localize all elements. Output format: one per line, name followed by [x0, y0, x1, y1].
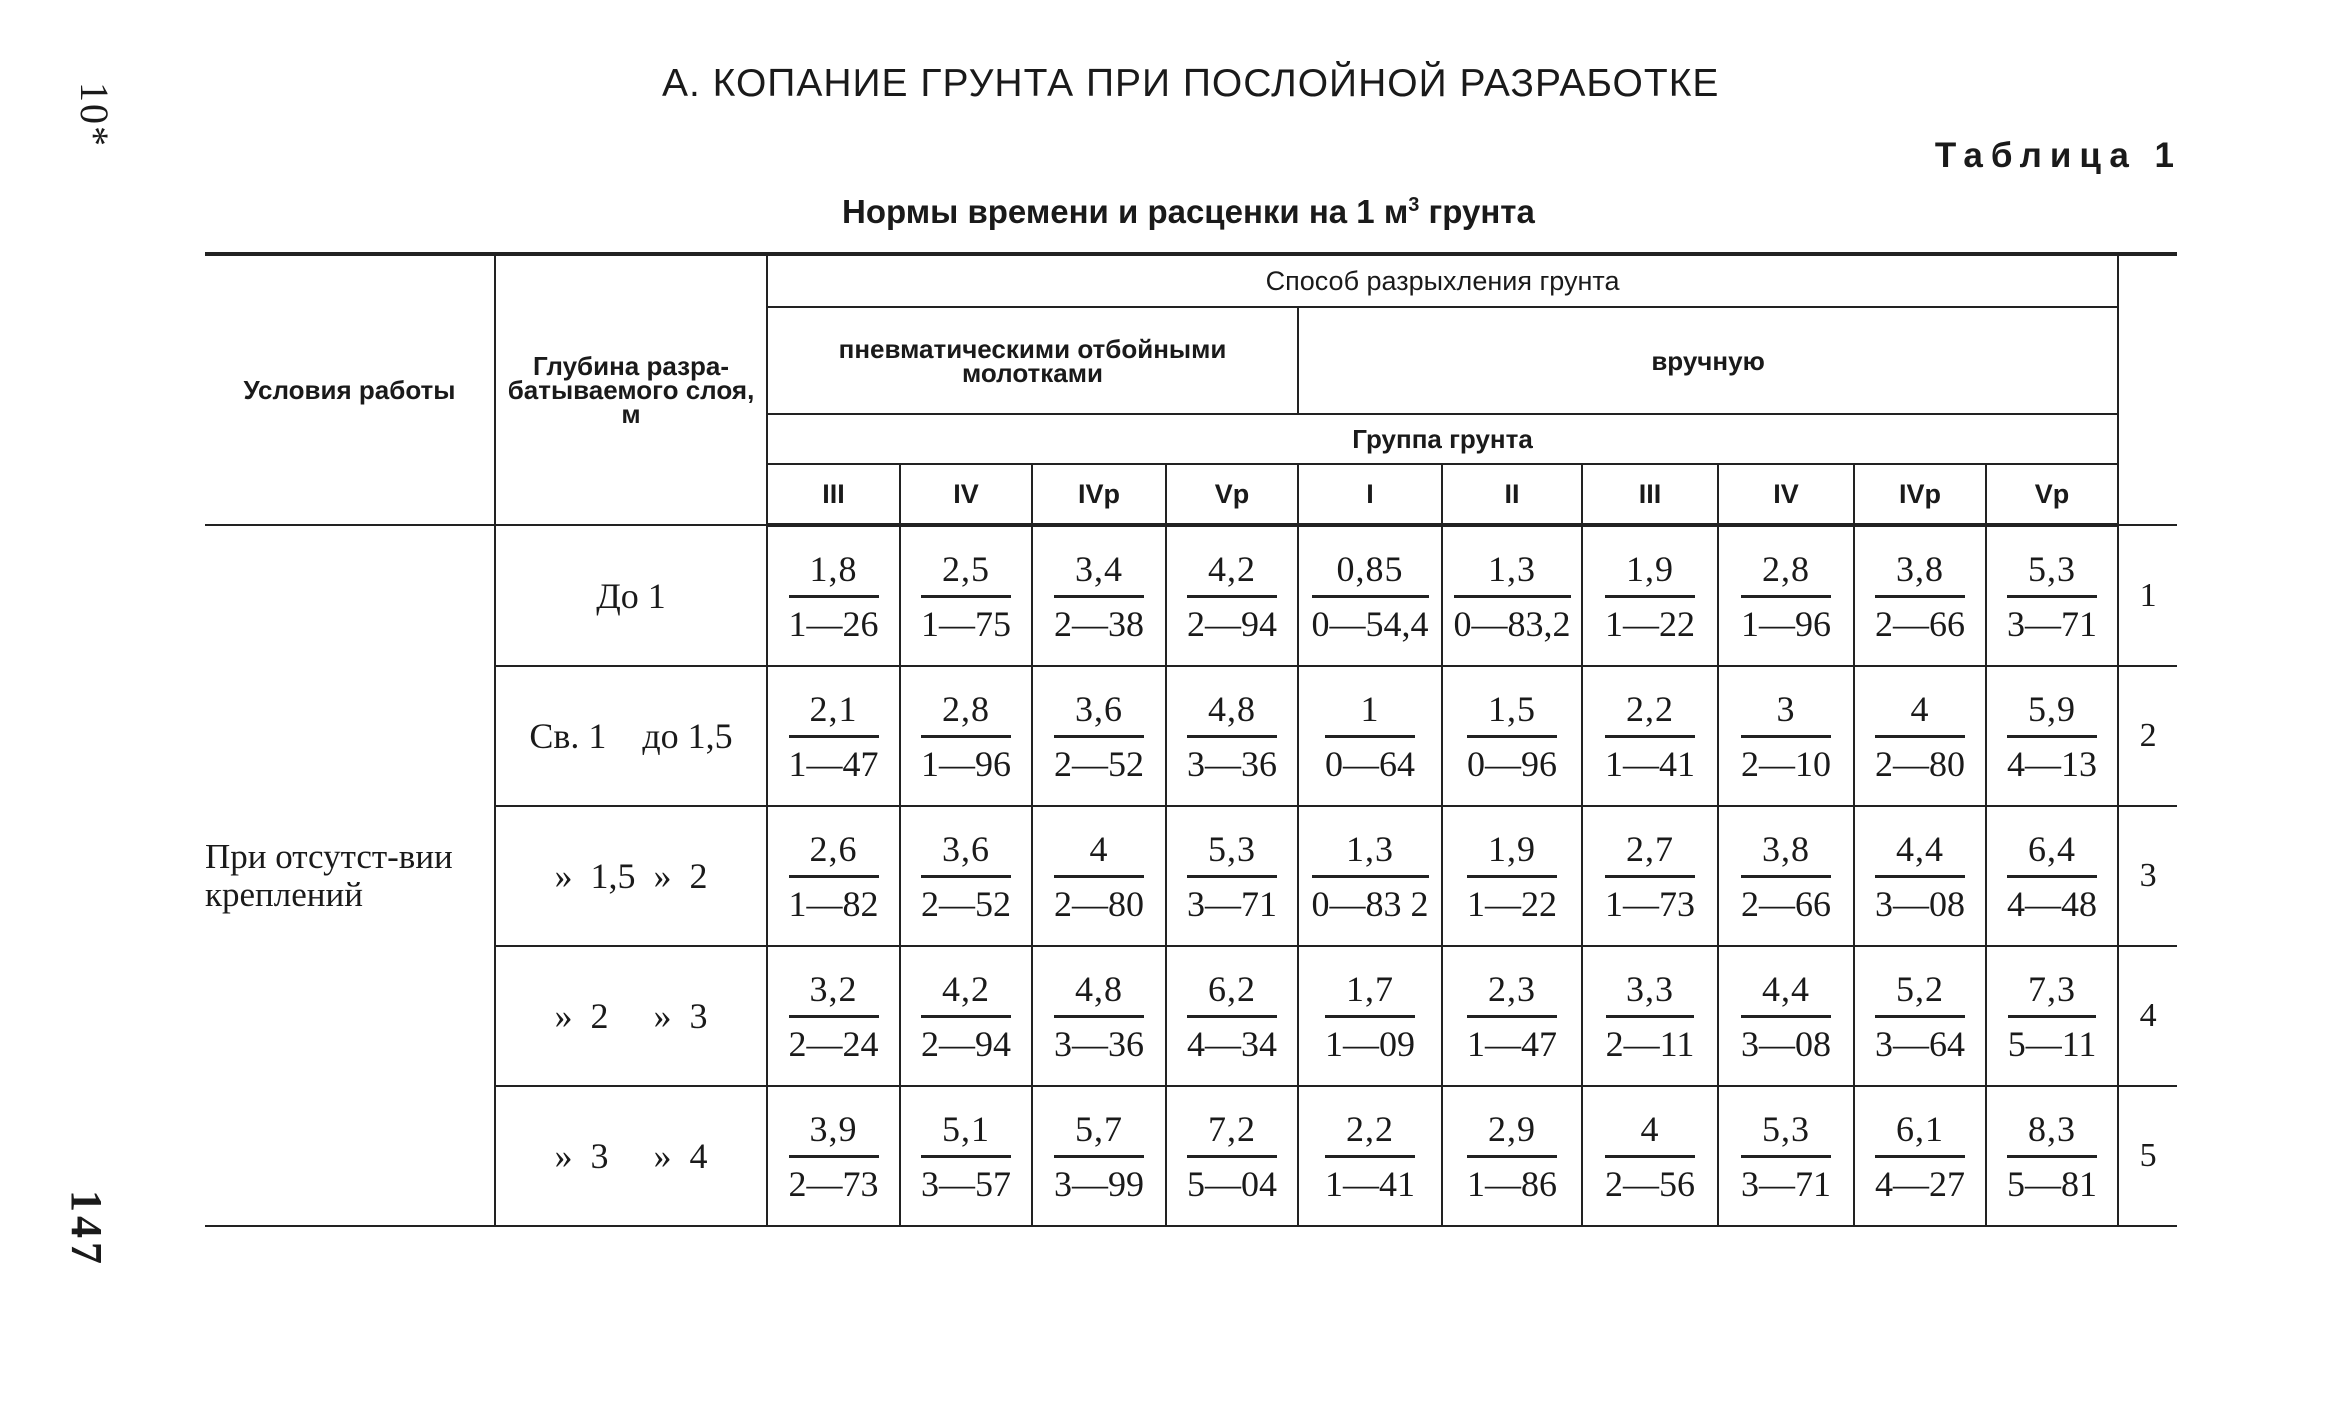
norm-fraction	[1741, 827, 1831, 926]
norm-fraction	[2007, 547, 2097, 646]
norm-cell	[900, 946, 1032, 1086]
norm-cell	[767, 946, 900, 1086]
time-norm: 2,9	[1467, 1107, 1557, 1158]
caption-text: Нормы времени и расценки на 1 м	[842, 193, 1409, 230]
rate-price: 1—26	[788, 603, 879, 644]
norm-fraction	[1875, 967, 1965, 1066]
norm-fraction	[1454, 547, 1571, 646]
norm-cell	[1986, 525, 2118, 666]
time-norm: 5,9	[2007, 687, 2097, 738]
rate-price: 0—54,4	[1311, 603, 1429, 644]
group-header: II	[1442, 464, 1582, 525]
norm-fraction	[1312, 547, 1429, 646]
time-norm: 2,5	[921, 547, 1011, 598]
norm-fraction	[789, 1107, 879, 1206]
norm-cell	[1854, 666, 1986, 806]
time-norm: 7,2	[1187, 1107, 1277, 1158]
norm-fraction	[921, 827, 1011, 926]
norm-fraction	[1325, 967, 1415, 1066]
norm-cell	[1582, 806, 1718, 946]
rate-price: 3—64	[1875, 1023, 1965, 1064]
norm-cell	[1166, 946, 1298, 1086]
rate-price: 1—47	[788, 743, 879, 784]
norm-cell	[1854, 946, 1986, 1086]
rate-price: 3—71	[1741, 1163, 1831, 1204]
margin-page-number: 147	[62, 1190, 111, 1268]
norm-cell	[1442, 946, 1582, 1086]
norm-fraction	[1054, 967, 1144, 1066]
time-norm: 4,4	[1875, 827, 1965, 878]
norm-fraction	[1325, 1107, 1415, 1206]
norm-fraction	[1605, 827, 1695, 926]
norm-cell	[1854, 525, 1986, 666]
time-norm: 3,6	[1054, 687, 1144, 738]
time-norm: 7,3	[2008, 967, 2097, 1018]
time-norm: 1,3	[1454, 547, 1571, 598]
norm-fraction	[1187, 1107, 1277, 1206]
rate-price: 1—09	[1325, 1023, 1415, 1064]
group-header: Vр	[1166, 464, 1298, 525]
norm-fraction	[1467, 1107, 1557, 1206]
norm-fraction	[2007, 1107, 2097, 1206]
norm-cell	[1032, 525, 1166, 666]
rate-price: 3—08	[1875, 883, 1965, 924]
norm-cell	[1718, 1086, 1854, 1226]
norm-fraction	[1054, 687, 1144, 786]
depth-cell: » 1,5 » 2	[495, 806, 767, 946]
norm-cell	[767, 1086, 900, 1226]
time-norm: 3,8	[1875, 547, 1965, 598]
norm-cell	[1718, 806, 1854, 946]
norm-cell	[1032, 666, 1166, 806]
table-body	[205, 525, 2177, 1226]
group-header: I	[1298, 464, 1442, 525]
rate-price: 1—86	[1467, 1163, 1557, 1204]
time-norm: 2,7	[1605, 827, 1695, 878]
norm-fraction	[1605, 1107, 1695, 1206]
rate-price: 2—73	[788, 1163, 879, 1204]
norm-cell	[1582, 1086, 1718, 1226]
rate-price: 1—82	[788, 883, 879, 924]
caption-text-end: грунта	[1419, 193, 1535, 230]
norm-fraction	[921, 687, 1011, 786]
norm-cell	[1582, 525, 1718, 666]
time-norm: 4,8	[1187, 687, 1277, 738]
time-norm: 5,3	[1741, 1107, 1831, 1158]
norm-fraction	[2008, 967, 2097, 1066]
rate-price: 1—96	[921, 743, 1011, 784]
norm-fraction	[1187, 827, 1277, 926]
caption-superscript: 3	[1408, 194, 1420, 216]
rate-price: 2—94	[921, 1023, 1011, 1064]
table-row	[205, 666, 2177, 806]
rate-price: 2—56	[1605, 1163, 1695, 1204]
rate-price: 1—41	[1605, 743, 1695, 784]
norm-fraction	[1605, 547, 1695, 646]
time-norm: 6,4	[2007, 827, 2097, 878]
rate-price: 5—04	[1187, 1163, 1277, 1204]
norm-cell	[1442, 525, 1582, 666]
norms-table	[205, 252, 2177, 1227]
norm-fraction	[1875, 687, 1965, 786]
norm-fraction	[921, 1107, 1011, 1206]
rate-price: 0—83 2	[1311, 883, 1429, 924]
time-norm: 3,3	[1606, 967, 1695, 1018]
rate-price: 1—22	[1605, 603, 1695, 644]
norm-cell	[1032, 806, 1166, 946]
norm-fraction	[1741, 547, 1831, 646]
norm-cell	[900, 806, 1032, 946]
time-norm: 1	[1325, 687, 1415, 738]
rate-price: 0—83,2	[1453, 603, 1571, 644]
rate-price: 5—81	[2007, 1163, 2098, 1204]
depth-cell: » 3 » 4	[495, 1086, 767, 1226]
rate-price: 2—52	[1054, 743, 1144, 784]
time-norm: 1,9	[1605, 547, 1695, 598]
rate-price: 1—47	[1467, 1023, 1557, 1064]
norm-fraction	[1605, 687, 1695, 786]
group-header: IV	[1718, 464, 1854, 525]
time-norm: 2,2	[1605, 687, 1695, 738]
header-manual: вручную	[1298, 307, 2118, 414]
norm-cell	[1582, 666, 1718, 806]
table-row	[205, 946, 2177, 1086]
norm-cell	[1032, 946, 1166, 1086]
rate-price: 4—48	[2007, 883, 2098, 924]
rate-price: 1—96	[1741, 603, 1831, 644]
norm-fraction	[1054, 547, 1144, 646]
section-title: А. КОПАНИЕ ГРУНТА ПРИ ПОСЛОЙНОЙ РАЗРАБОТКЕ	[662, 62, 1720, 105]
rate-price: 4—34	[1187, 1023, 1277, 1064]
time-norm: 3	[1741, 687, 1831, 738]
time-norm: 1,5	[1467, 687, 1557, 738]
group-header: Vр	[1986, 464, 2118, 525]
norm-cell	[1582, 946, 1718, 1086]
norm-fraction	[1467, 687, 1557, 786]
rate-price: 1—75	[921, 603, 1011, 644]
norm-fraction	[1187, 547, 1277, 646]
time-norm: 3,9	[789, 1107, 879, 1158]
rate-price: 2—52	[921, 883, 1011, 924]
time-norm: 2,3	[1467, 967, 1557, 1018]
norm-cell	[1298, 666, 1442, 806]
norm-fraction	[2007, 687, 2097, 786]
time-norm: 3,2	[789, 967, 879, 1018]
time-norm: 4,4	[1741, 967, 1831, 1018]
norm-fraction	[921, 967, 1011, 1066]
time-norm: 3,6	[921, 827, 1011, 878]
rate-price: 4—27	[1875, 1163, 1965, 1204]
norm-fraction	[1741, 967, 1831, 1066]
time-norm: 6,2	[1187, 967, 1277, 1018]
time-norm: 3,8	[1741, 827, 1831, 878]
norm-cell	[1718, 525, 1854, 666]
norm-cell	[1986, 1086, 2118, 1226]
norm-fraction	[1325, 687, 1415, 786]
norm-fraction	[789, 967, 879, 1066]
time-norm: 1,3	[1312, 827, 1429, 878]
group-header: IVр	[1032, 464, 1166, 525]
depth-cell: Св. 1 до 1,5	[495, 666, 767, 806]
table-row	[205, 525, 2177, 666]
rate-price: 1—22	[1467, 883, 1557, 924]
rate-price: 2—11	[1605, 1023, 1695, 1064]
norm-fraction	[1875, 1107, 1965, 1206]
time-norm: 1,9	[1467, 827, 1557, 878]
rate-price: 2—80	[1875, 743, 1965, 784]
table-row	[205, 1086, 2177, 1226]
header-depth: Глубина разра-батываемого слоя, м	[495, 254, 767, 525]
rate-price: 2—80	[1054, 883, 1144, 924]
time-norm: 1,8	[789, 547, 879, 598]
time-norm: 2,8	[1741, 547, 1831, 598]
depth-cell: До 1	[495, 525, 767, 666]
header-rownum-spacer	[2118, 254, 2177, 525]
norm-cell	[767, 525, 900, 666]
norm-fraction	[1054, 827, 1144, 926]
rate-price: 4—13	[2007, 743, 2098, 784]
norm-cell	[1986, 806, 2118, 946]
norm-cell	[1032, 1086, 1166, 1226]
norm-cell	[1442, 806, 1582, 946]
norm-cell	[1166, 806, 1298, 946]
row-number: 4	[2118, 946, 2177, 1086]
norm-fraction	[789, 547, 879, 646]
rate-price: 3—71	[1187, 883, 1277, 924]
row-number: 3	[2118, 806, 2177, 946]
time-norm: 6,1	[1875, 1107, 1965, 1158]
header-method: Способ разрыхления грунта	[767, 254, 2118, 307]
rate-price: 5—11	[2007, 1023, 2097, 1064]
norm-cell	[1166, 1086, 1298, 1226]
norm-fraction	[1467, 827, 1557, 926]
time-norm: 4,8	[1054, 967, 1144, 1018]
norm-cell	[1854, 806, 1986, 946]
norm-cell	[1298, 525, 1442, 666]
header-pneumatic: пневматическими отбойными молотками	[767, 307, 1298, 414]
norm-fraction	[1187, 687, 1277, 786]
rate-price: 1—41	[1325, 1163, 1415, 1204]
norm-cell	[900, 525, 1032, 666]
norm-cell	[900, 666, 1032, 806]
norm-fraction	[1606, 967, 1695, 1066]
group-header: III	[767, 464, 900, 525]
condition-cell: При отсутст-вии креплений	[205, 525, 495, 1226]
norm-fraction	[789, 827, 879, 926]
norm-cell	[1986, 666, 2118, 806]
rate-price: 3—36	[1054, 1023, 1144, 1064]
header-soil-group: Группа грунта	[767, 414, 2118, 464]
rate-price: 0—96	[1467, 743, 1557, 784]
time-norm: 1,7	[1325, 967, 1415, 1018]
norm-cell	[1298, 806, 1442, 946]
rate-price: 3—36	[1187, 743, 1277, 784]
margin-sheet-mark: 10*	[72, 82, 117, 148]
rate-price: 2—24	[788, 1023, 879, 1064]
time-norm: 2,2	[1325, 1107, 1415, 1158]
norm-cell	[767, 666, 900, 806]
rate-price: 2—66	[1741, 883, 1831, 924]
norm-cell	[1442, 666, 1582, 806]
norm-fraction	[1187, 967, 1277, 1066]
time-norm: 4	[1054, 827, 1144, 878]
rate-price: 0—64	[1325, 743, 1415, 784]
time-norm: 5,1	[921, 1107, 1011, 1158]
group-header: IV	[900, 464, 1032, 525]
header-conditions: Условия работы	[205, 254, 495, 525]
norm-fraction	[921, 547, 1011, 646]
time-norm: 3,4	[1054, 547, 1144, 598]
table-row	[205, 806, 2177, 946]
time-norm: 5,2	[1875, 967, 1965, 1018]
rate-price: 3—57	[921, 1163, 1011, 1204]
time-norm: 2,8	[921, 687, 1011, 738]
rate-price: 2—38	[1054, 603, 1144, 644]
row-number: 5	[2118, 1086, 2177, 1226]
rate-price: 3—71	[2007, 603, 2098, 644]
norm-cell	[1298, 1086, 1442, 1226]
norm-cell	[1986, 946, 2118, 1086]
row-number: 2	[2118, 666, 2177, 806]
norm-fraction	[1741, 687, 1831, 786]
norm-fraction	[789, 687, 879, 786]
norm-cell	[900, 1086, 1032, 1226]
depth-cell: » 2 » 3	[495, 946, 767, 1086]
norm-cell	[1718, 946, 1854, 1086]
norm-fraction	[1875, 827, 1965, 926]
table-caption	[842, 193, 1535, 231]
time-norm: 4	[1605, 1107, 1695, 1158]
norm-cell	[767, 806, 900, 946]
time-norm: 0,85	[1312, 547, 1429, 598]
time-norm: 4,2	[921, 967, 1011, 1018]
norm-cell	[1854, 1086, 1986, 1226]
norm-cell	[1166, 525, 1298, 666]
norm-cell	[1298, 946, 1442, 1086]
rate-price: 2—10	[1741, 743, 1831, 784]
norm-fraction	[1741, 1107, 1831, 1206]
rate-price: 2—66	[1875, 603, 1965, 644]
rate-price: 1—73	[1605, 883, 1695, 924]
rate-price: 2—94	[1187, 603, 1277, 644]
group-header: IVр	[1854, 464, 1986, 525]
row-number: 1	[2118, 525, 2177, 666]
norm-fraction	[1054, 1107, 1144, 1206]
rate-price: 3—08	[1741, 1023, 1831, 1064]
norm-cell	[1166, 666, 1298, 806]
norm-fraction	[2007, 827, 2097, 926]
rate-price: 3—99	[1054, 1163, 1144, 1204]
time-norm: 4	[1875, 687, 1965, 738]
time-norm: 4,2	[1187, 547, 1277, 598]
norm-cell	[1718, 666, 1854, 806]
time-norm: 5,3	[2007, 547, 2097, 598]
time-norm: 5,7	[1054, 1107, 1144, 1158]
norm-fraction	[1312, 827, 1429, 926]
group-header: III	[1582, 464, 1718, 525]
norm-fraction	[1467, 967, 1557, 1066]
time-norm: 2,6	[789, 827, 879, 878]
time-norm: 2,1	[789, 687, 879, 738]
norm-cell	[1442, 1086, 1582, 1226]
time-norm: 5,3	[1187, 827, 1277, 878]
time-norm: 8,3	[2007, 1107, 2097, 1158]
table-label: Таблица 1	[1934, 136, 2182, 175]
norm-fraction	[1875, 547, 1965, 646]
